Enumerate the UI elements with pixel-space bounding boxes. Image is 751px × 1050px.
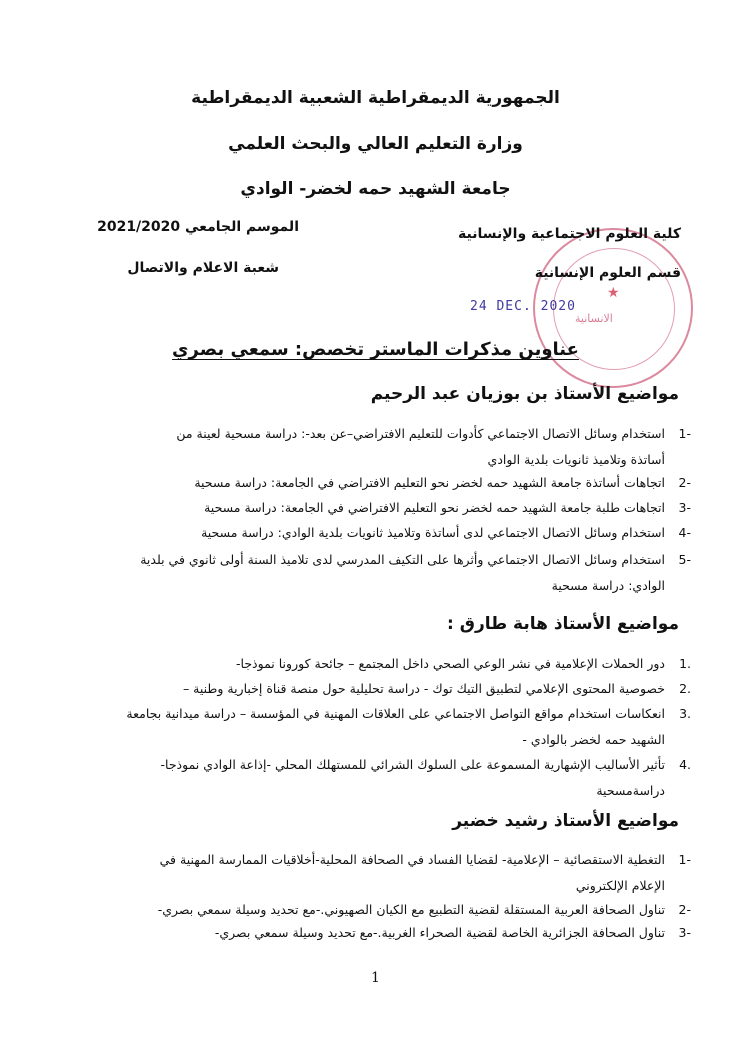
header-republic: الجمهورية الديمقراطية الشعبية الديمقراطية [191, 88, 560, 108]
list-item [65, 470, 691, 496]
list-item [65, 847, 691, 899]
page-number: 1 [371, 970, 380, 986]
list-item [65, 651, 691, 677]
item-text: خصوصية المحتوى الإعلامي لتطبيق التيك توك - دراسة تحليلية حول منصة قناة إخبارية وطنية – [182, 681, 665, 696]
header-ministry: وزارة التعليم العالي والبحث العلمي [228, 134, 523, 154]
document-title: عناوين مذكرات الماستر تخصص: سمعي بصري [172, 339, 579, 360]
item-number: -2 [678, 475, 691, 490]
item-number: -1 [678, 426, 691, 441]
item-text: اتجاهات أساتذة جامعة الشهيد حمه لخضر نحو التعليم الافتراضي في الجامعة: دراسة مسحية [194, 475, 665, 490]
branch-label: شعبة الاعلام والاتصال [127, 260, 279, 276]
item-text-cont: الشهيد حمه لخضر بالوادي - [522, 732, 665, 747]
item-text: التغطية الاستقصائية – الإعلامية- لقضايا الفساد في الصحافة المحلية-أخلاقيات الممارسة المهنية في [159, 852, 665, 867]
list-item [65, 752, 691, 804]
list-item [65, 676, 691, 702]
list-item [65, 495, 691, 521]
item-number: -5 [678, 552, 691, 567]
item-text: دور الحملات الإعلامية في نشر الوعي الصحي داخل المجتمع – جائحة كورونا نموذجا- [236, 656, 665, 671]
item-text-cont: الوادي: دراسة مسحية [551, 578, 665, 593]
department-label: قسم العلوم الإنسانية [534, 265, 681, 281]
stamp-text: الانسانية [575, 312, 613, 325]
item-number: -1 [678, 852, 691, 867]
section-heading: مواضيع الأستاذ هابة طارق : [447, 614, 679, 634]
list-item [65, 520, 691, 546]
list-item [65, 701, 691, 753]
item-text-cont: أساتذة وتلاميذ ثانويات بلدية الوادي [487, 452, 665, 467]
list-item [65, 421, 691, 473]
list-item [65, 920, 691, 946]
item-text: استخدام وسائل الاتصال الاجتماعي وأثرها على التكيف المدرسي لدى تلاميذ السنة أولى ثانوي في بلدية [140, 552, 665, 567]
item-number: -3 [678, 500, 691, 515]
item-number: -2 [678, 902, 691, 917]
item-number: -4 [678, 525, 691, 540]
item-number: .2 [679, 681, 691, 696]
section-heading: مواضيع الأستاذ رشيد خضير [452, 811, 679, 831]
item-text: تناول الصحافة الجزائرية الخاصة لقضية الصحراء الغربية.-مع تحديد وسيلة سمعي بصري- [214, 925, 665, 940]
star-icon: ★ [607, 285, 620, 301]
list-item [65, 547, 691, 599]
item-number: -3 [678, 925, 691, 940]
faculty-label: كلية العلوم الاجتماعية والإنسانية [458, 226, 681, 242]
item-text-cont: دراسةمسحية [596, 783, 665, 798]
item-text-cont: الإعلام الإلكتروني [575, 878, 665, 893]
item-text: انعكاسات استخدام مواقع التواصل الاجتماعي على العلاقات المهنية في المؤسسة – دراسة ميدانية بجامعة [126, 706, 665, 721]
item-text: تناول الصحافة العربية المستقلة لقضية التطبيع مع الكيان الصهيوني.-مع تحديد وسيلة سمعي بصري- [157, 902, 665, 917]
section-heading: مواضيع الأستاذ بن بوزيان عبد الرحيم [370, 384, 679, 404]
header-university: جامعة الشهيد حمه لخضر- الوادي [240, 179, 511, 199]
item-text: استخدام وسائل الاتصال الاجتماعي كأدوات للتعليم الافتراضي–عن بعد-: دراسة مسحية لعينة من [176, 426, 665, 441]
item-text: اتجاهات طلبة جامعة الشهيد حمه لخضر نحو التعليم الافتراضي في الجامعة: دراسة مسحية [204, 500, 665, 515]
item-number: .4 [679, 757, 691, 772]
item-text: تأثير الأساليب الإشهارية المسموعة على السلوك الشرائي للمستهلك المحلي -إذاعة الوادي نموذجا- [160, 757, 665, 772]
season-label: الموسم الجامعي 2021/2020 [97, 219, 299, 235]
item-text: استخدام وسائل الاتصال الاجتماعي لدى أساتذة وتلاميذ ثانويات بلدية الوادي: دراسة مسحية [201, 525, 665, 540]
item-number: .3 [679, 706, 691, 721]
item-number: .1 [679, 656, 691, 671]
date-stamp: 24 DEC. 2020 [470, 299, 576, 314]
